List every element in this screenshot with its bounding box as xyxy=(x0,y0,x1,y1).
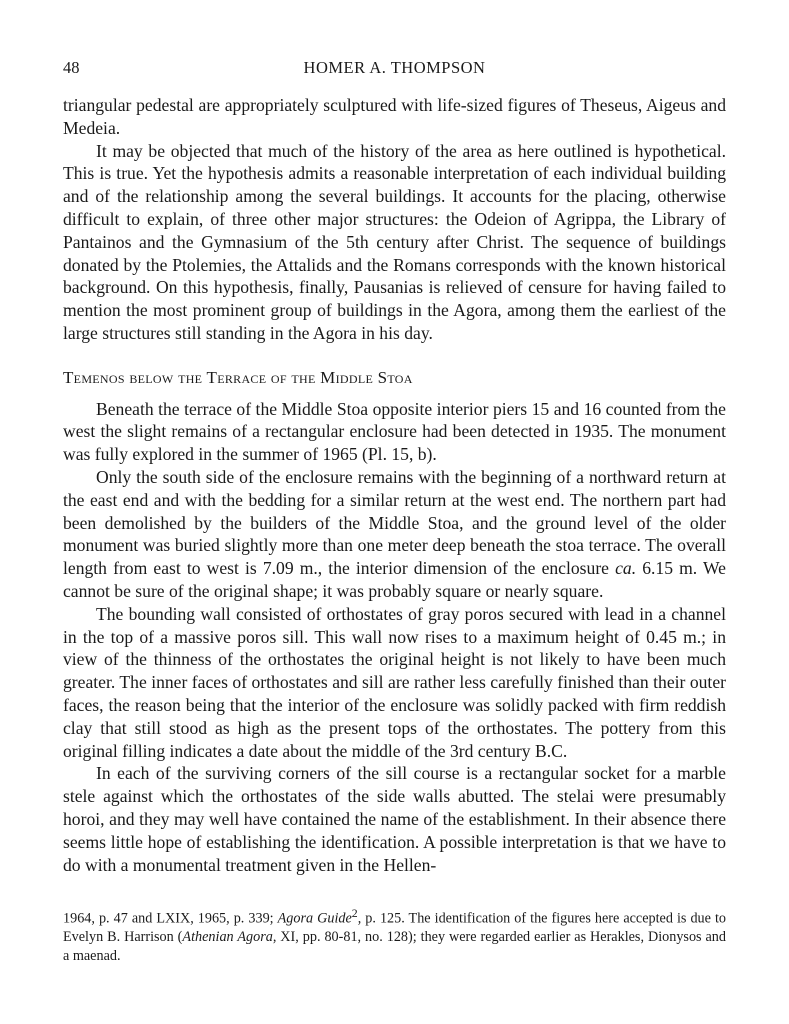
paragraph-bounding-wall-text: The bounding wall consisted of orthostates of gray poros secured with lead in a channel in the top of a massive poros sill. This wall now rises to a maximum height of 0.45 m.; in view of the thinness of the orthostates the original height is not likely to have been much greater. The inner faces of orthostates and sill are rather less carefully finished than their outer faces, the reason being that the interior of the enclosure was solidly packed with firm reddish clay that still stood as high as the present tops of the orthostates. The pottery from this original filling indicates a date about the middle of the 3rd century xyxy=(63,603,726,761)
circa-abbreviation: ca. xyxy=(615,558,637,579)
paragraph-bounding-wall xyxy=(63,603,726,763)
running-head xyxy=(63,58,726,82)
body-text xyxy=(63,94,726,876)
paragraph-south-side-text-end: 6.15 m. We cannot be sure of the original shape; it was probably square or nearly square. xyxy=(63,558,726,601)
paragraph-hypothesis: It may be objected that much of the history of the area as here outlined is hypothetical. This is true. Yet the hypothesis admits a reasonable interpretation of each individual building and of the relationship among the several buildings. It accounts for the placing, otherwise difficult to explain, of three other major structures: the Odeion of Agrippa, the Library of Pantainos and the Gymnasium of the 5th century after Christ. The sequence of buildings donated by the Ptolemies, the Attalids and the Romans corresponds with the known historical background. On this hypothesis, finally, Pausanias is relieved of censure for having failed to mention the most prominent group of buildings in the Agora, among them the earliest of the large structures still standing in the Agora in his day. xyxy=(63,140,726,343)
footnote xyxy=(63,904,726,966)
paragraph-south-side-text: Only the south side of the enclosure remains with the beginning of a northward return at the east end and with the bedding for a similar return at the west end. The northern part had been demolished by the builders of the Middle Stoa, and the ground level of the older monument was buried slightly more than one meter deep beneath the stoa terrace. The overall length from east to west is 7.09 m., the interior dimension of the enclosure xyxy=(63,466,726,579)
paragraph-south-side xyxy=(63,466,726,603)
footnote-part2: , p. 125. The identification of the figures here accepted is due to Evelyn B. Harrison ( xyxy=(63,910,726,946)
running-head-author: HOMER A. THOMPSON xyxy=(303,58,486,77)
footnote-text xyxy=(63,904,726,966)
paragraph-discovery: Beneath the terrace of the Middle Stoa opposite interior piers 15 and 16 counted from the west the slight remains of a rectangular enclosure had been detected in 1935. The monument was fully explored in the summer of 1965 (Pl. 15, b). xyxy=(63,398,726,465)
footnote-part1: 1964, p. 47 and LXIX, 1965, p. 339; xyxy=(63,910,278,927)
section-heading: Temenos below the Terrace of the Middle Stoa xyxy=(63,367,413,387)
paragraph-corner-sockets: In each of the surviving corners of the sill course is a rectangular socket for a marble stele against which the orthostates of the side walls abutted. The stelai were presumably horoi, and they may well have contained the name of the establishment. In their absence there seems little hope of establishing the identification. A possible interpretation is that we have to do with a monumental treatment given in the Hellen- xyxy=(63,763,726,875)
footnote-agora-guide: Agora Guide xyxy=(277,910,352,927)
footnote-superscript: 2 xyxy=(351,906,358,920)
paragraph-continued: triangular pedestal are appropriately sculptured with life-sized figures of Theseus, Aigeus and Medeia. xyxy=(63,95,726,138)
footnote-athenian-agora: Athenian Agora xyxy=(182,929,273,946)
page-number: 48 xyxy=(63,58,80,77)
bc-abbreviation: B.C. xyxy=(534,740,568,761)
footnote-part3: , XI, pp. 80-81, no. 128); they were regarded earlier as Herakles, Dionysos and a maenad. xyxy=(63,929,726,964)
